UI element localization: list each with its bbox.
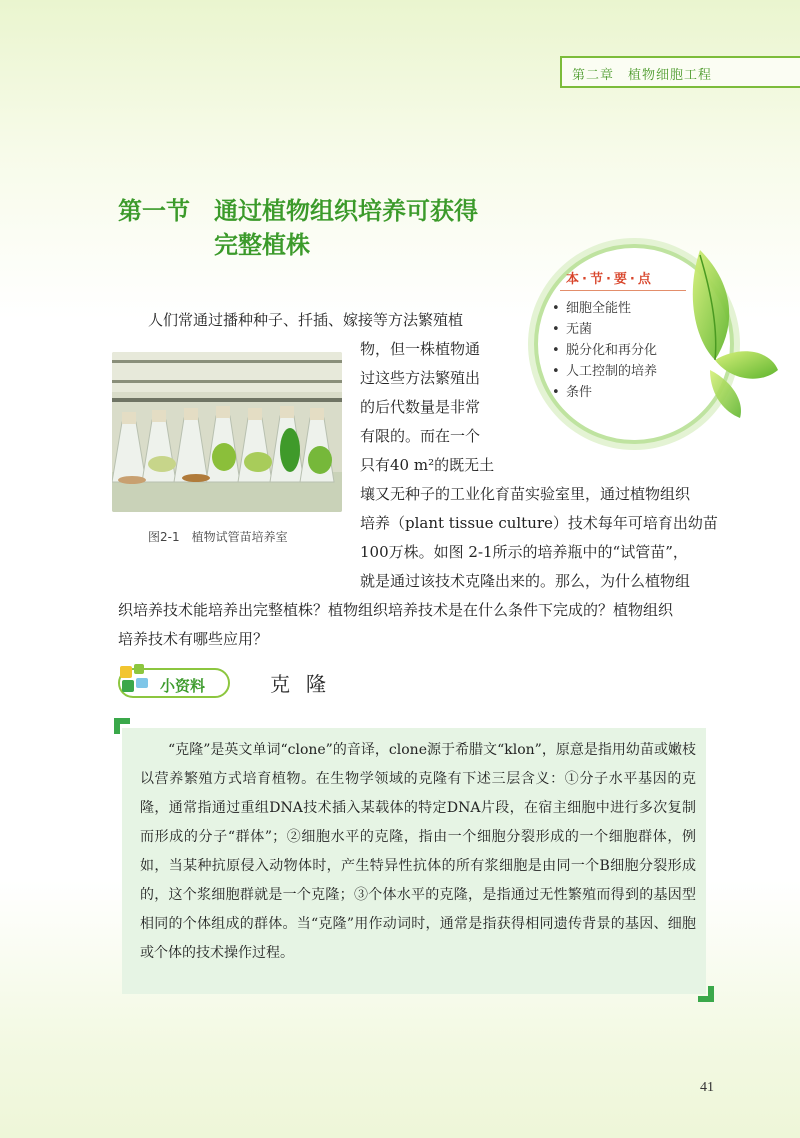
- key-point-item-continued: • 条件: [552, 382, 657, 403]
- body-line: 100万株。如图 2-1所示的培养瓶中的“试管苗”，: [360, 543, 688, 561]
- chapter-title: 第二章 植物细胞工程: [572, 68, 713, 83]
- body-line: 就是通过该技术克隆出来的。那么，为什么植物组: [360, 572, 691, 590]
- body-line: 壤又无种子的工业化育苗实验室里，通过植物组织: [360, 485, 691, 503]
- key-point-item: • 脱分化和再分化: [552, 340, 657, 361]
- section-title-line1: 通过植物组织培养可获得: [214, 197, 478, 225]
- leaf-decoration-icon: [660, 250, 780, 420]
- corner-bracket-top-left: [114, 718, 130, 734]
- puzzle-icon: [116, 660, 156, 700]
- info-heading: 克隆: [270, 672, 342, 696]
- key-points-title: 本·节·要·点: [566, 272, 654, 287]
- key-point-item: • 无菌: [552, 319, 657, 340]
- body-line: 物，但一株植物通: [360, 340, 481, 358]
- section-title: [118, 194, 538, 262]
- body-line: 的后代数量是非常: [360, 398, 481, 416]
- figure-caption: 图2-1 植物试管苗培养室: [148, 530, 288, 544]
- key-point-item: • 人工控制的培养: [552, 361, 657, 382]
- body-line: 培养（plant tissue culture）技术每年可培育出幼苗: [360, 514, 718, 532]
- section-number: 第一节: [118, 197, 190, 225]
- key-points-list: [552, 298, 657, 403]
- corner-bracket-bottom-right: [698, 986, 714, 1002]
- body-line: 织培养技术能培养出完整植株？植物组织培养技术是在什么条件下完成的？植物组织: [118, 601, 674, 619]
- body-line: 有限的。而在一个: [360, 427, 481, 445]
- page-number: 41: [700, 1080, 714, 1095]
- culture-room-photo: [112, 352, 342, 512]
- body-line: 人们常通过播种种子、扦插、嫁接等方法繁殖植: [148, 311, 464, 329]
- key-point-item: • 细胞全能性: [552, 298, 657, 319]
- info-tag-label: 小资料: [160, 677, 206, 695]
- body-line: 过这些方法繁殖出: [360, 369, 481, 387]
- chapter-header: [560, 56, 800, 88]
- body-line: 培养技术有哪些应用？: [118, 630, 269, 648]
- section-title-line2: 完整植株: [214, 231, 310, 259]
- body-line: 只有40 m²的既无土: [360, 456, 495, 474]
- info-text: “克隆”是英文单词“clone”的音译，clone源于希腊文“klon”，原意是指用幼苗或嫩枝以营养繁殖方式培育植物。在生物学领域的克隆有下述三层含义：①分子水平基因的克隆，通常指通过重组DNA技术插入某载体的特定DNA片段，在宿主细胞中进行多次复制而形成的分子“群体”；②细胞水平的克隆，指由一个细胞分裂形成的一个细胞群体，例如，当某种抗原侵入动物体时，产生特异性抗体的所有浆细胞是由同一个B细胞分裂形成的，这个浆细胞群就是一个克隆；③个体水平的克隆，是指通过无性繁殖而得到的基因型相同的个体组成的群体。当“克隆”用作动词时，通常是指获得相同遗传背景的基因、细胞或个体的技术操作过程。: [140, 742, 696, 961]
- key-points-divider: [560, 290, 686, 291]
